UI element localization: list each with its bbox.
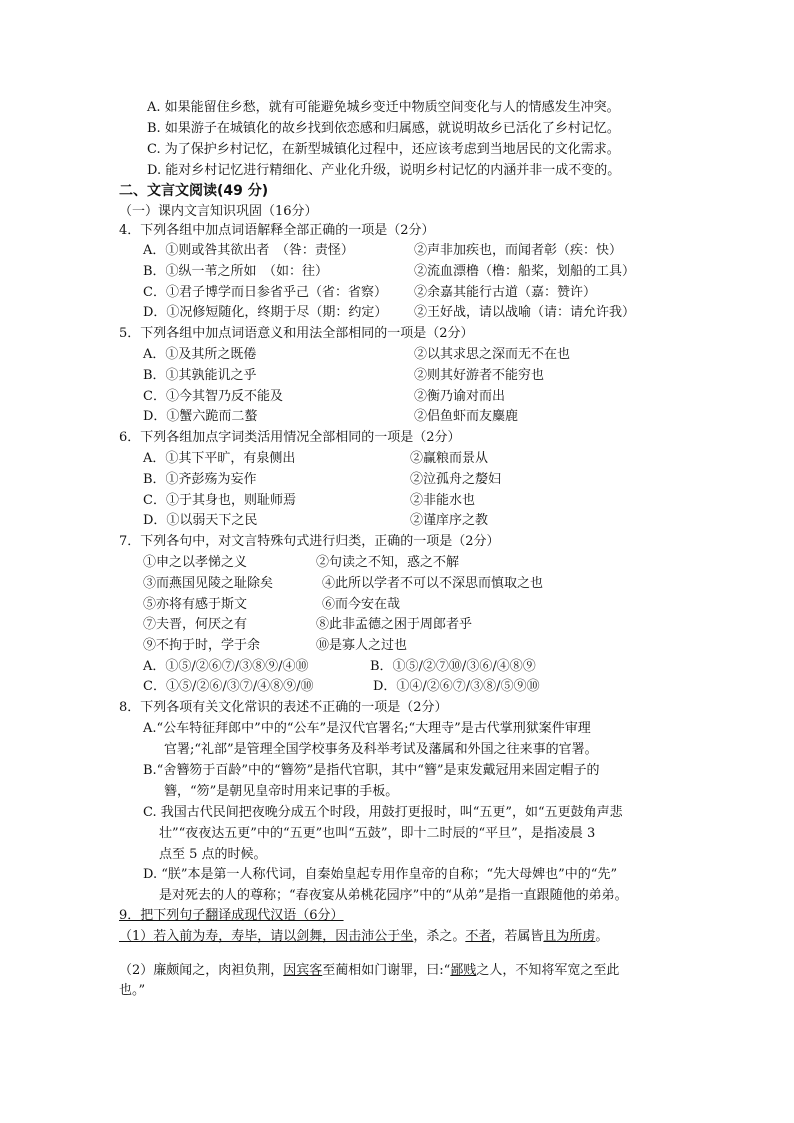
q6-option: ②泣孤舟之嫠妇 [410,472,502,487]
q8-stem: 8．下列各项有关文化常识的表述不正确的一项是（2分） [119,700,448,715]
q8-option-b: B.“舍簪笏于百龄”中的“簪笏”是指代官职，其中“簪”是束发戴冠用来固定帽子的 [143,763,600,778]
q9-1-part: （1） [119,929,154,944]
q6-option: D．①以弱天下之民 [143,513,258,528]
q6-option: A．①其下平旷，有泉侧出 [143,451,296,466]
q7-option: A．①⑤/②⑥⑦/③⑧⑨/④⑩ [143,659,309,674]
q8-option-a: A.“公车特征拜郎中”中的“公车”是汉代官署名;“大理寺”是古代掌刑狱案件审理 [143,721,591,736]
q9-2-part: 至蔺相如门谢罪，曰:“ [322,963,451,978]
q7-sentence: ⑧此非孟德之困于周郎者乎 [316,617,473,632]
q9-1-underlined: 击沛公于坐 [348,929,414,944]
q7-option: B．①⑤/②⑦⑩/③⑥/④⑧⑨ [370,659,536,674]
q8-option-d: D. “朕”本是第一人称代词，自秦始皇起专用作皇帝的自称；“先大母婢也”中的“先” [143,867,618,882]
q4-option: ②流血漂橹（橹：船桨，划船的工具） [414,264,636,279]
q5-option: D．①蟹六跪而二螯 [143,409,258,424]
q7-sentence: ①申之以孝悌之义 [143,555,248,570]
q7-sentence: ⑨不拘于时，学于余 [143,638,261,653]
q3-option-c: C. 为了保护乡村记忆，在新型城镇化过程中，还应该考虑到当地居民的文化需求。 [147,142,620,157]
q7-option: D．①④/②⑥⑦/③⑧/⑤⑨⑩ [373,679,540,694]
q8-option-a: 官署;“礼部”是管理全国学校事务及科举考试及藩属和外国之往来事的官署。 [164,742,598,757]
q9-2-part: （2）廉颇闻之，肉袒负荆， [119,963,284,978]
q9-item-2-cont: 也。” [119,983,146,998]
q4-stem: 4．下列各组中加点词语解释全部正确的一项是（2分） [119,223,435,238]
q4-option: D．①况修短随化，终期于尽（期：约定） [143,305,388,320]
q8-option-c: C. 我国古代民间把夜晚分成五个时段，用鼓打更报时，叫“五更”，如“五更鼓角声悲 [143,805,623,820]
q9-2-underlined: 因宾客 [283,963,323,978]
q5-option: ②以其求思之深而无不在也 [414,347,571,362]
q9-item-2 [119,962,619,980]
q4-option: C．①君子博学而日参省乎己（省：省察） [143,285,387,300]
q6-option: B．①齐彭殇为妄作 [143,472,257,487]
q9-item-1 [119,928,608,946]
q8-option-c: 点至 5 点的时候。 [159,847,267,862]
q7-sentence: ③而燕国见陵之耻除矣 [143,576,274,591]
q4-option: A．①则或咎其欲出者 （咎：责怪） [143,243,354,258]
q7-option: C．①⑤/②⑥/③⑦/④⑧⑨/⑩ [143,679,314,694]
q9-1-part: ，若属皆 [491,929,544,944]
q6-option: C．①于其身也，则耻师焉 [143,493,296,508]
q4-option: ②王好战，请以战喻（请：请允许我） [414,305,636,320]
q8-option-d: 是对死去的人的尊称；“春夜宴从弟桃花园序”中的“从弟”是指一直跟随他的弟弟。 [159,888,628,903]
q7-sentence: ⑦夫晋，何厌之有 [143,617,248,632]
q9-1-underlined: 且为所虏 [543,929,596,944]
q4-option: ②声非加疾也，而闻者彰（疾：快） [414,243,623,258]
q4-option: ②余嘉其能行古道（嘉：赞许） [414,285,597,300]
q5-option: ②衡乃谕对而出 [414,389,506,404]
q7-sentence: ④此所以学者不可以不深思而慎取之也 [322,576,544,591]
q3-option-d: D. 能对乡村记忆进行精细化、产业化升级，说明乡村记忆的内涵并非一成不变的。 [147,163,621,178]
q5-option: B．①其孰能讥之乎 [143,368,257,383]
q7-sentence: ⑥而今安在哉 [322,597,401,612]
q9-2-part: 之人，不知将军宽之至此 [476,963,620,978]
q7-sentence: ⑤亦将有感于斯文 [143,597,248,612]
q4-option: B．①纵一苇之所如 （如：往） [143,264,329,279]
q5-stem: 5．下列各组中加点词语意义和用法全部相同的一项是（2分） [119,326,474,341]
q9-1-part: 若入前为寿，寿毕，请以剑舞，因 [153,929,349,944]
q9-1-underlined: 不者 [465,929,492,944]
section-title: 二、文言文阅读(49 分) [119,183,269,199]
q9-stem: 9．把下列句子翻译成现代汉语（6分） [119,908,344,923]
q6-option: ②非能水也 [410,493,476,508]
q8-option-b: 簪，“笏”是朝见皇帝时用来记事的手板。 [164,784,399,799]
q7-stem: 7．下列各句中，对文言特殊句式进行归类，正确的一项是（2分） [119,534,500,549]
q6-stem: 6．下列各组加点字词类活用情况全部相同的一项是（2分） [119,430,461,445]
q5-option: A．①及其所之既倦 [143,347,257,362]
q3-option-a: A. 如果能留住乡愁，就有可能避免城乡变迁中物质空间变化与人的情感发生冲突。 [147,100,620,115]
q6-option: ②赢粮而景从 [410,451,489,466]
q5-option: C．①今其智乃反不能及 [143,389,283,404]
subsection-title: （一）课内文言知识巩固（16分） [119,204,318,219]
q9-1-part: ，杀之。 [413,929,466,944]
q9-2-underlined: 鄙贱 [450,963,477,978]
q5-option: ②则其好游者不能穷也 [414,368,545,383]
q7-sentence: ⑩是寡人之过也 [316,638,408,653]
q8-option-c: 壮”“夜夜达五更”中的“五更”也叫“五鼓”，即十二时辰的“平旦”，是指凌晨 3 [159,826,596,841]
q3-option-b: B. 如果游子在城镇化的故乡找到依恋感和归属感，就说明故乡已活化了乡村记忆。 [147,121,620,136]
q9-1-part: 。 [595,929,609,944]
q7-sentence: ②句读之不知，惑之不解 [316,555,460,570]
q6-option: ②谨庠序之教 [410,513,489,528]
q5-option: ②侣鱼虾而友麋鹿 [414,409,519,424]
